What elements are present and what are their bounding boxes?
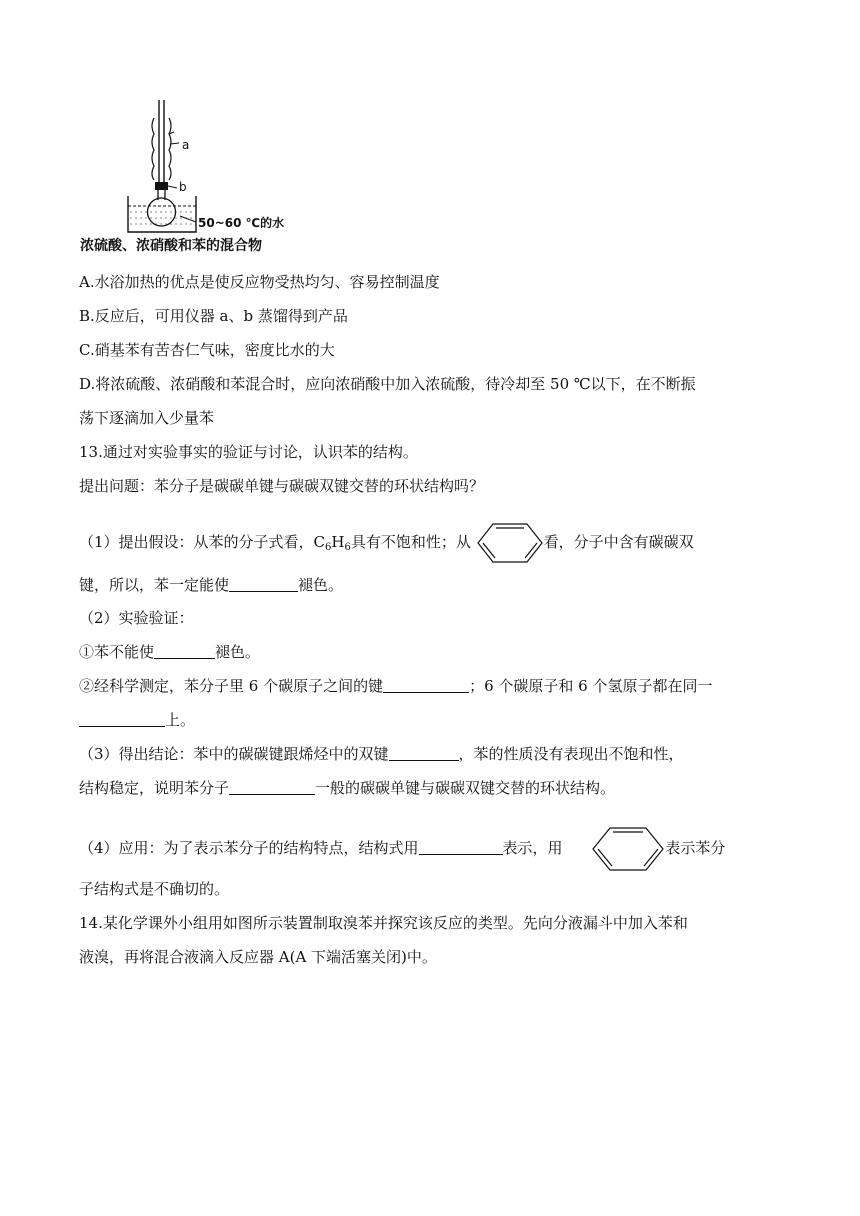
q13-part3-line2 [79,778,615,798]
formula-h: H [331,533,345,551]
option-a: A.水浴加热的优点是使反应物受热均匀、容易控制温度 [79,273,440,291]
q13-part2-item1 [79,642,260,662]
condenser-label-a: a [182,138,190,152]
q14-line1: 14.某化学课外小组用如图所示装置制取溴苯并探究该反应的类型。先向分液漏斗中加入苯和 [79,914,688,932]
kekule-benzene-structure-icon-2 [591,825,665,873]
q13-part4-text-b: 表示，用 [502,839,563,857]
answer-blank-1[interactable] [229,576,298,592]
q13-part3-text-d: 一般的碳碳单键与碳碳双键交替的环状结构。 [315,779,616,797]
q13-part2-item1-text-a: ①苯不能使 [79,643,155,661]
q13-part1-line1 [79,521,694,565]
formula-c-subscript: 6 [325,542,332,553]
stopper-label-b: b [179,180,187,194]
q13-part2-item2-cont [79,710,195,730]
q14-line2: 液溴，再将混合液滴入反应器 A(A 下端活塞关闭)中。 [79,948,437,966]
q13-part2-title: （2）实验验证： [79,609,194,627]
q13-part1-text-c: 看，分子中含有碳碳双 [543,533,694,551]
formula-c: C [313,533,326,551]
q13-part1-text-d: 键，所以，苯一定能使 [79,576,230,594]
answer-blank-5[interactable] [389,745,459,761]
q13-part2-item2-text-c: 上。 [165,711,196,729]
q13-part3-text-b: ，苯的性质没有表现出不饱和性， [458,745,684,763]
kekule-benzene-structure-icon [476,521,544,565]
answer-blank-4[interactable] [79,711,165,727]
figure-caption: 浓硫酸、浓硝酸和苯的混合物 [80,238,262,254]
q13-part1-text-a: （1）提出假设：从苯的分子式看， [79,533,314,551]
q13-part3-text-c: 结构稳定，说明苯分子 [79,779,230,797]
option-d-line1: D.将浓硫酸、浓硝酸和苯混合时，应向浓硝酸中加入浓硫酸，待冷却至 50 ℃以下，在不断振 [79,375,696,393]
option-c: C.硝基苯有苦杏仁气味，密度比水的大 [79,341,335,359]
q13-part3-text-a: （3）得出结论：苯中的碳碳键跟烯烃中的双键 [79,745,389,763]
q13-part4-line2: 子结构式是不确切的。 [79,880,230,898]
answer-blank-3[interactable] [383,677,469,693]
option-d-line2: 荡下逐滴加入少量苯 [79,409,215,427]
q13-stem: 13.通过对实验事实的验证与讨论，认识苯的结构。 [79,443,418,461]
q13-part3-line1 [79,744,684,764]
q13-part2-item1-text-b: 褪色。 [215,643,261,661]
q13-part1-text-b: 具有不饱和性；从 [350,533,471,551]
q13-part2-item2-text-a: ②经科学测定，苯分子里 6 个碳原子之间的键 [79,677,384,695]
q13-part2-item2 [79,676,713,696]
q13-part1-text-e: 褪色。 [298,576,344,594]
option-b: B.反应后，可用仪器 a、b 蒸馏得到产品 [79,307,348,325]
q13-part4-text-a: （4）应用：为了表示苯分子的结构特点，结构式用 [79,839,419,857]
q13-part4-text-c: 表示苯分 [665,839,726,857]
q13-question: 提出问题：苯分子是碳碳单键与碳碳双键交替的环状结构吗？ [79,477,485,495]
water-bath-label: 50~60 ℃的水 [198,216,285,230]
answer-blank-6[interactable] [229,779,315,795]
q13-part4-line1 [79,825,725,873]
answer-blank-2[interactable] [154,643,215,659]
q13-part2-item2-text-b: ；6 个碳原子和 6 个氢原子都在同一 [469,677,713,695]
formula-h-subscript: 6 [344,542,351,553]
q13-part1-line2 [79,575,343,595]
answer-blank-7[interactable] [419,839,503,855]
